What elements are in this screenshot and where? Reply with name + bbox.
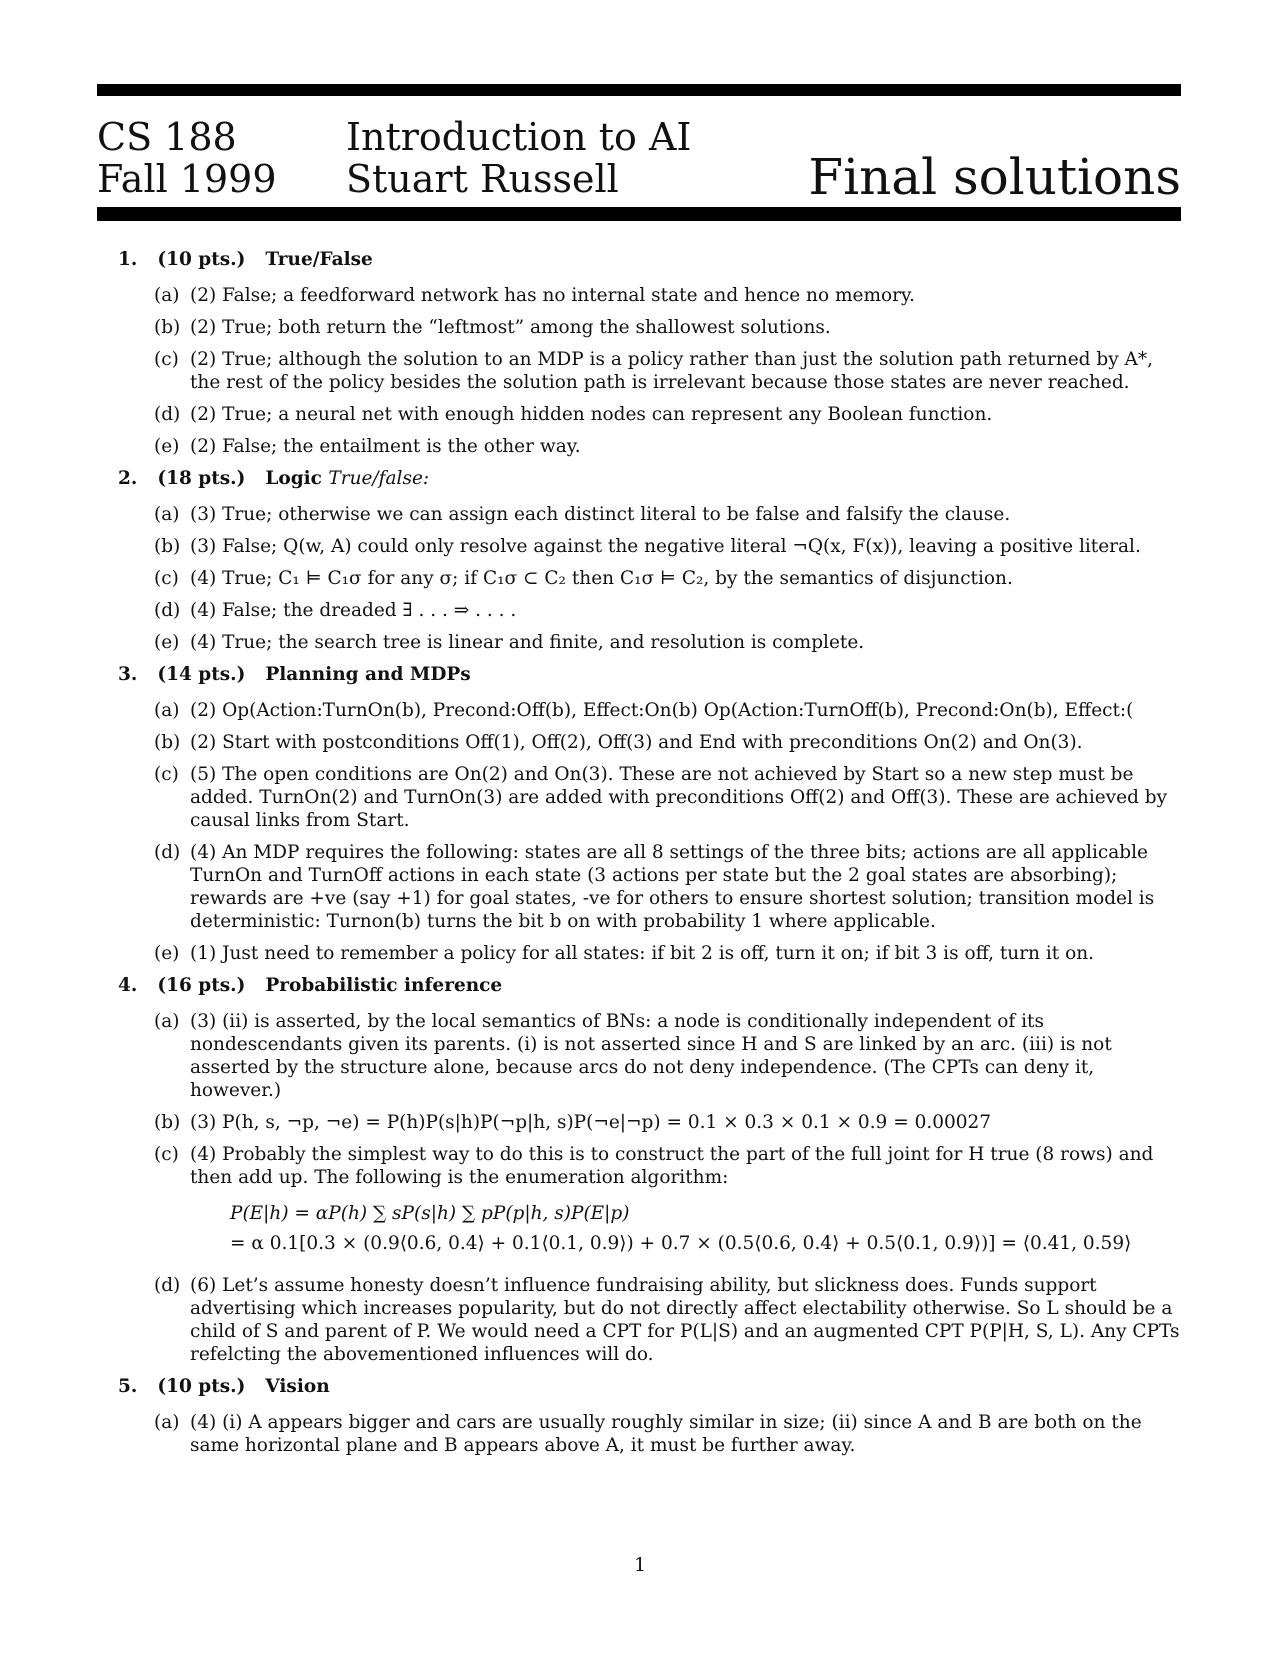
question-title: Vision [265,1376,330,1397]
item-text: (4) True; C₁ ⊨ C₁σ for any σ; if C₁σ ⊂ C₂ then C₁σ ⊨ C₂, by the semantics of disjunction. [190,568,1013,589]
question-heading [118,467,1181,491]
item-label: (a) [154,700,180,721]
question-title-em: True/false: [328,468,430,489]
item-text: (4) False; the dreaded ∃ . . . ⇒ . . . . [190,600,517,621]
question-points: (10 pts.) [157,1376,246,1397]
item-label: (a) [154,285,180,306]
item-label: (b) [154,317,181,338]
question-3 [118,663,1181,965]
question-title-main: Logic [265,468,322,489]
solutions-body [118,248,1181,1466]
question-points: (14 pts.) [157,664,246,685]
item-text: (5) The open conditions are On(2) and On(3). These are not achieved by Start so a new step must be added. TurnOn(2) and TurnOn(3) are added with preconditions Off(2) and Off(3). These are achieved by causal links from Start. [190,764,1168,831]
item-label: (e) [154,943,180,964]
question-number: 1. [118,249,138,270]
question-number: 4. [118,975,138,996]
item-label: (a) [154,1412,180,1433]
answer-item [154,1274,1181,1366]
course-title-block [346,115,692,202]
item-label: (d) [154,842,181,863]
answer-item [154,942,1181,965]
course-info [97,115,277,202]
answer-item [154,841,1181,933]
answer-item [154,535,1181,558]
equation-line: P(E|h) = αP(h) ∑ sP(s|h) ∑ pP(p|h, s)P(E|p) [230,1203,630,1224]
item-text: (4) True; the search tree is linear and finite, and resolution is complete. [190,632,865,653]
item-text: (2) Start with postconditions Off(1), Off(2), Off(3) and End with preconditions On(2) and On(3). [190,732,1083,753]
question-number: 5. [118,1376,138,1397]
item-text: (2) Op(Action:TurnOn(b), Precond:Off(b), Effect:On(b) Op(Action:TurnOff(b), Precond:On(b), Effect:( [190,700,1134,721]
header-bottom-rule [97,207,1181,221]
question-heading [118,663,1181,687]
item-label: (b) [154,536,181,557]
question-points: (18 pts.) [157,468,246,489]
answer-item [154,731,1181,754]
question-number: 2. [118,468,138,489]
answer-item [154,763,1181,832]
answer-item [154,503,1181,526]
course-title: Introduction to AI [346,115,692,159]
item-text: (3) P(h, s, ¬p, ¬e) = P(h)P(s|h)P(¬p|h, s)P(¬e|¬p) = 0.1 × 0.3 × 0.1 × 0.9 = 0.00027 [190,1112,992,1133]
question-title: Planning and MDPs [265,664,471,685]
item-text: (2) True; both return the “leftmost” among the shallowest solutions. [190,317,831,338]
document-title: Final solutions [808,148,1181,206]
item-label: (b) [154,732,181,753]
answer-item [154,631,1181,654]
question-5 [118,1375,1181,1457]
item-label: (c) [154,1144,179,1165]
item-text: (3) False; Q(w, A) could only resolve against the negative literal ¬Q(x, F(x)), leaving a positive literal. [190,536,1141,557]
answer-item [154,316,1181,339]
item-text: (1) Just need to remember a policy for all states: if bit 2 is off, turn it on; if bit 3 is off, turn it on. [190,943,1094,964]
question-title: True/False [265,249,373,270]
item-text: (6) Let’s assume honesty doesn’t influence fundraising ability, but slickness does. Funds support advertising which increases popularity, but do not directly affect electability otherwise. So L should be a child of S and parent of P. We would need a CPT for P(L|S) and an augmented CPT P(P|H, S, L). Any CPTs refelcting the abovementioned influences will do. [190,1275,1180,1365]
question-1 [118,248,1181,458]
item-text: (4) Probably the simplest way to do this is to construct the part of the full joint for H true (8 rows) and then add up. The following is the enumeration algorithm: [190,1144,1154,1188]
answer-item [154,599,1181,622]
answer-item [154,284,1181,307]
item-text-with-equation [190,1143,1181,1265]
instructor-name: Stuart Russell [346,157,619,201]
item-text: (4) (i) A appears bigger and cars are usually roughly similar in size; (ii) since A and B are both on the same horizontal plane and B appears above A, it must be further away. [190,1412,1142,1456]
answer-item [154,1411,1181,1457]
question-title: Probabilistic inference [265,975,503,996]
item-label: (a) [154,1011,180,1032]
enumeration-equation [230,1199,1181,1259]
answer-item [154,699,1181,722]
page-number: 1 [633,1554,647,1576]
question-2 [118,467,1181,654]
item-label: (c) [154,349,179,370]
item-label: (b) [154,1112,181,1133]
item-text: (2) False; a feedforward network has no internal state and hence no memory. [190,285,915,306]
answer-item [154,1010,1181,1102]
question-heading [118,974,1181,998]
answer-item [154,403,1181,426]
item-text: (4) An MDP requires the following: states are all 8 settings of the three bits; actions are all applicable TurnOn and TurnOff actions in each state (3 actions per state but the 2 goal states are absorbing); rewards are +ve (say +1) for goal states, -ve for others to ensure shortest solution; transition model is deterministic: Turnon(b) turns the bit b on with probability 1 where applicable. [190,842,1155,932]
question-points: (16 pts.) [157,975,246,996]
question-heading [118,248,1181,272]
answer-item [154,348,1181,394]
equation-line: = α 0.1[0.3 × (0.9⟨0.6, 0.4⟩ + 0.1⟨0.1, 0.9⟩) + 0.7 × (0.5⟨0.6, 0.4⟩ + 0.5⟨0.1, 0.9⟩)] = ⟨0.41, 0.59⟩ [230,1233,1132,1254]
item-text: (3) (ii) is asserted, by the local semantics of BNs: a node is conditionally independent of its nondescendants given its parents. (i) is not asserted since H and S are linked by an arc. (iii) is not asserted by the structure alone, because arcs do not deny independence. (The CPTs can deny it, however.) [190,1011,1112,1101]
item-text: (3) True; otherwise we can assign each distinct literal to be false and falsify the clause. [190,504,1011,525]
question-number: 3. [118,664,138,685]
course-term: Fall 1999 [97,157,277,201]
question-points: (10 pts.) [157,249,246,270]
item-text: (2) True; a neural net with enough hidden nodes can represent any Boolean function. [190,404,993,425]
item-text: (2) True; although the solution to an MDP is a policy rather than just the solution path returned by A*, the rest of the policy besides the solution path is irrelevant because those states are never reached. [190,349,1154,393]
item-label: (a) [154,504,180,525]
item-label: (e) [154,632,180,653]
header-top-rule [97,84,1181,96]
item-label: (c) [154,764,179,785]
item-label: (d) [154,600,181,621]
item-text: (2) False; the entailment is the other way. [190,436,581,457]
answer-item [154,1111,1181,1134]
question-title [265,467,429,490]
item-label: (e) [154,436,180,457]
answer-item [154,567,1181,590]
question-heading [118,1375,1181,1399]
item-label: (d) [154,1275,181,1296]
item-label: (c) [154,568,179,589]
item-label: (d) [154,404,181,425]
answer-item [154,435,1181,458]
answer-item [154,1143,1181,1265]
question-4 [118,974,1181,1366]
course-code: CS 188 [97,115,237,159]
